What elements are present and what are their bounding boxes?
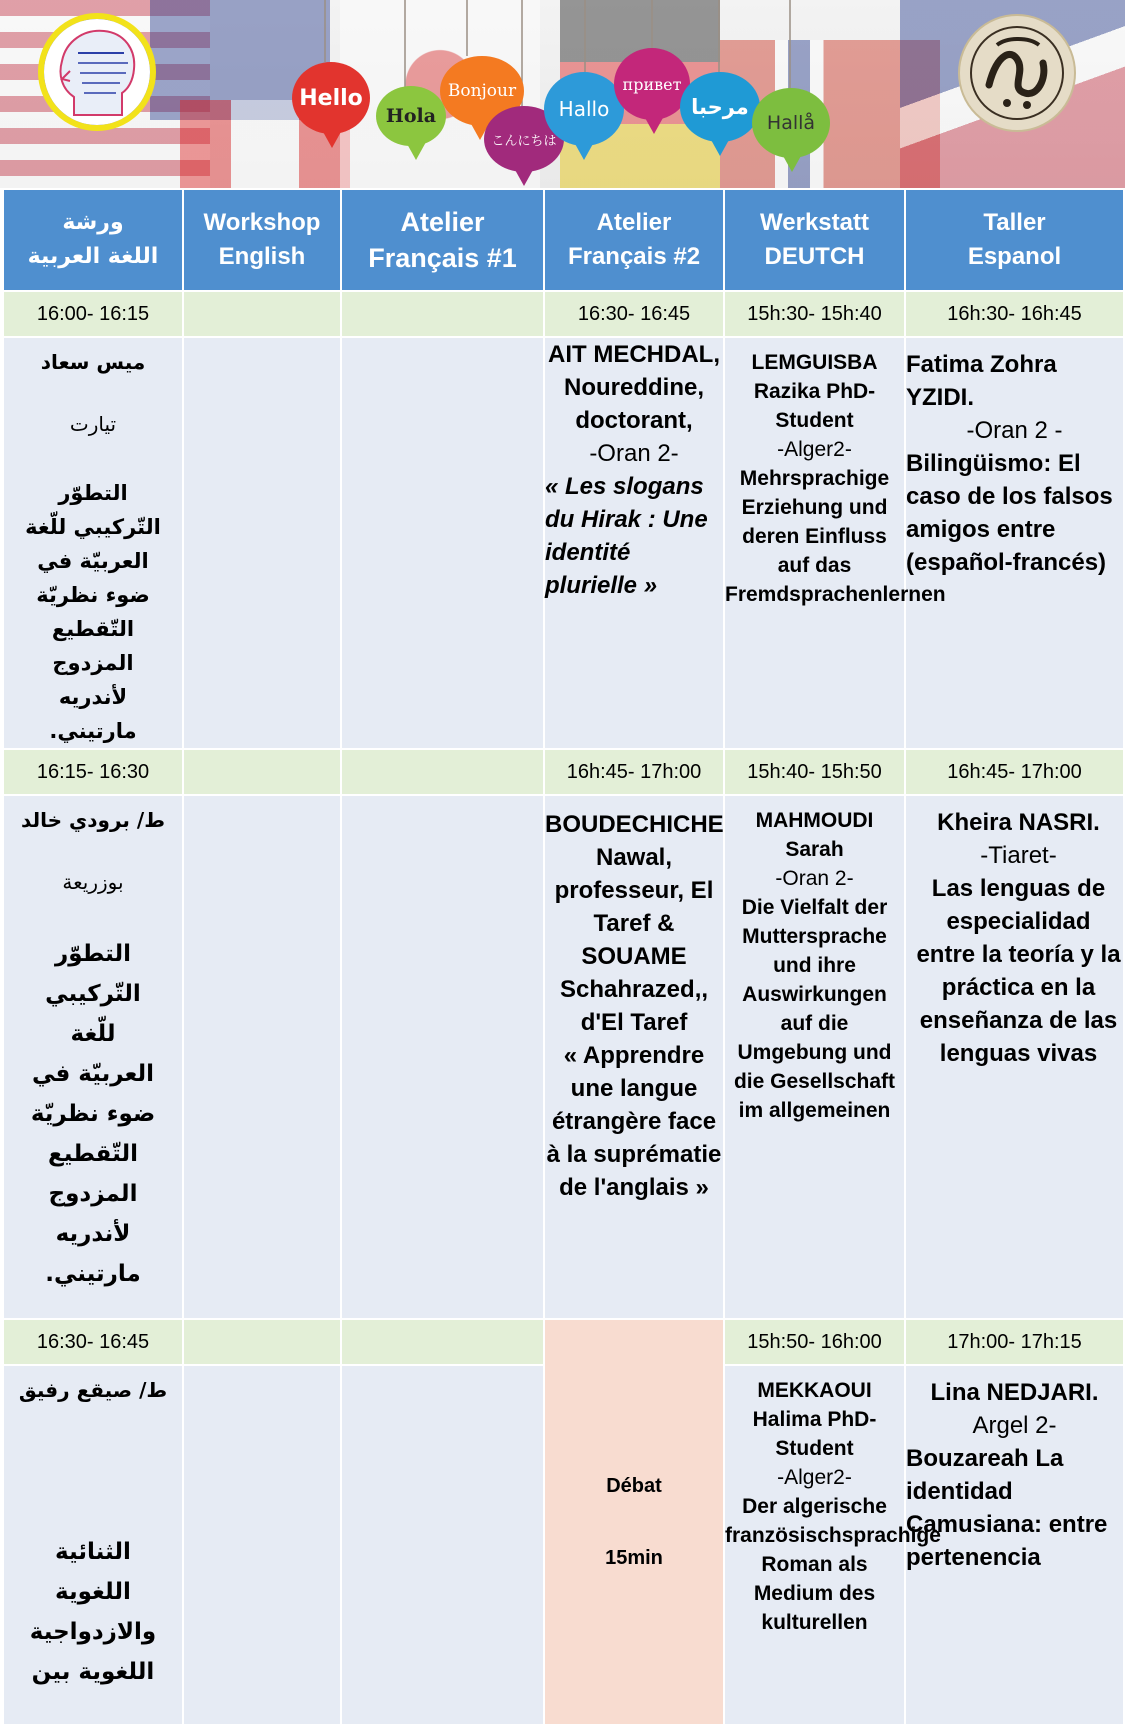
time-cell: 16h:30- 16h:45 — [905, 291, 1124, 337]
debate-block — [544, 1319, 724, 1725]
time-cell: 15h:30- 15h:40 — [724, 291, 905, 337]
time-cell: 16:00- 16:15 — [3, 291, 183, 337]
session-english-empty — [183, 1365, 341, 1725]
speaker-place: -Oran 2- — [589, 440, 679, 467]
speaker-name: AIT MECHDAL, Noureddine, doctorant, — [548, 341, 720, 434]
speaker-name: BOUDECHICHE Nawal, professeur, El Taref & SOUAME Schahrazed,, d'El Taref — [545, 811, 724, 1036]
time-cell: 15h:40- 15h:50 — [724, 749, 905, 795]
speaker-name: Fatima Zohra YZIDI. — [906, 351, 1057, 411]
marhaba-bubble: مرحبا — [680, 72, 760, 142]
hola-bubble: Hola — [376, 86, 446, 146]
speaker-place: -Oran 2- — [775, 867, 854, 890]
time-cell — [183, 1319, 341, 1365]
konnichiwa-bubble: こんにちは — [484, 106, 564, 172]
halla-bubble: Hallå — [752, 88, 830, 158]
calligraphy-seal-icon — [967, 23, 1067, 123]
speaker-name: Kheira NASRI. — [937, 809, 1100, 836]
speaker-place: بوزريعة — [62, 870, 124, 894]
col-header-espanol — [905, 189, 1124, 291]
session-francais1-empty — [341, 1365, 544, 1725]
col-header-line1: Atelier — [596, 209, 672, 236]
time-cell — [183, 749, 341, 795]
talk-title: Las lenguas de especialidad entre la teoría y la práctica en la enseñanza de las lenguas vivas — [916, 875, 1121, 1067]
time-cell: 16:30- 16:45 — [3, 1319, 183, 1365]
hello-bubble: Hello — [292, 62, 370, 134]
talk-title: Die Vielfalt der Muttersprache und ihre Auswirkungen auf die Umgebung und die Gesellschaft im allgemeinen — [733, 896, 896, 1122]
speaker-name: Lina NEDJARI. — [930, 1379, 1099, 1406]
session-deutsch — [724, 1365, 941, 1725]
speaker-name: LEMGUISBA Razika PhD-Student — [751, 351, 878, 432]
brain-head-logo — [38, 13, 156, 131]
time-row — [3, 749, 1124, 795]
col-header-line1: ورشة — [62, 210, 124, 235]
time-cell: 15h:50- 16h:00 — [724, 1319, 905, 1365]
session-espanol — [905, 1365, 1124, 1725]
time-cell — [341, 291, 544, 337]
col-header-line1: Taller — [983, 209, 1046, 236]
speaker-place: -Oran 2 - — [966, 417, 1063, 444]
speaker-place: -Tiaret- — [980, 842, 1057, 869]
time-cell: 16h:45- 17h:00 — [905, 749, 1124, 795]
talk-title: « Les slogans du Hirak : Une identité plurielle » — [545, 473, 708, 599]
university-seal-logo — [958, 14, 1076, 132]
header-banner — [0, 0, 1125, 188]
speaker-place: تيارت — [69, 412, 117, 436]
talk-title: Bouzareah La identidad Camusiana: entre pertenencia — [906, 1445, 1108, 1571]
time-cell — [341, 1319, 544, 1365]
session-row — [3, 795, 1124, 1319]
time-cell: 16:15- 16:30 — [3, 749, 183, 795]
session-arabic — [3, 795, 183, 1319]
workshop-schedule-table — [2, 188, 1125, 1726]
col-header-arabic — [3, 189, 183, 291]
speaker-name: MEKKAOUI Halima PhD-Student — [752, 1379, 877, 1460]
talk-title: التطوّر التّركيبي للّغة العربيّة في ضوء نظريّة التّقطيع المزدوج لأندريه مارتيني. — [30, 941, 156, 1287]
hallo-bubble: Hallo — [544, 72, 624, 146]
time-cell — [341, 749, 544, 795]
col-header-line2: English — [218, 243, 306, 270]
time-cell: 17h:00- 17h:15 — [905, 1319, 1124, 1365]
col-header-english — [183, 189, 341, 291]
session-arabic — [3, 1365, 183, 1725]
session-francais1-empty — [341, 337, 544, 749]
speaker-name: ميس سعاد — [40, 350, 146, 374]
speaker-name: ط/ صيقع رفيق — [18, 1378, 168, 1402]
col-header-line1: Workshop — [203, 209, 321, 236]
session-deutsch — [724, 795, 905, 1319]
col-header-line2: اللغة العربية — [27, 244, 159, 269]
speaker-place: -Alger2- — [777, 438, 852, 461]
col-header-deutsch — [724, 189, 905, 291]
session-francais1-empty — [341, 795, 544, 1319]
talk-title: الثنائية اللغوية والازدواجية اللغوية بين — [29, 1539, 157, 1685]
speaker-name: ط/ برودي خالد — [21, 808, 165, 832]
session-francais2 — [544, 337, 724, 749]
col-header-francais-1 — [341, 189, 544, 291]
col-header-francais-2 — [544, 189, 724, 291]
session-deutsch — [724, 337, 946, 749]
talk-title: Mehrsprachige Erziehung und deren Einfluss auf das Fremdsprachenlernen — [725, 467, 946, 606]
time-row — [3, 291, 1124, 337]
session-english-empty — [183, 337, 341, 749]
col-header-line2: DEUTCH — [764, 243, 865, 270]
col-header-line2: Français #2 — [567, 243, 701, 270]
talk-title: « Apprendre une langue étrangère face à la suprématie de l'anglais » — [546, 1042, 722, 1201]
time-cell — [183, 291, 341, 337]
time-cell: 16:30- 16:45 — [544, 291, 724, 337]
session-espanol — [905, 795, 1124, 1319]
privet-bubble: привет — [614, 48, 690, 120]
session-row — [3, 337, 1124, 749]
col-header-line1: Werkstatt — [760, 209, 869, 236]
col-header-line1: Atelier — [400, 207, 485, 237]
session-arabic — [3, 337, 183, 749]
speaker-name: MAHMOUDI Sarah — [755, 809, 874, 861]
brain-head-icon — [44, 19, 150, 125]
talk-title: التطوّر التّركيبي للّغة العربيّة في ضوء نظريّة التّقطيع المزدوج لأندريه مارتيني. — [25, 481, 161, 743]
debate-duration: 15min — [605, 1547, 663, 1569]
session-english-empty — [183, 795, 341, 1319]
session-espanol — [905, 337, 1124, 749]
session-francais2 — [544, 795, 724, 1319]
speaker-place: -Alger2- — [777, 1466, 852, 1489]
time-cell: 16h:45- 17h:00 — [544, 749, 724, 795]
col-header-line2: Espanol — [967, 243, 1062, 270]
col-header-line2: Français #1 — [368, 243, 517, 273]
talk-title: Der algerische französischsprachige Roman als Medium des kulturellen — [725, 1495, 941, 1634]
time-row — [3, 1319, 1124, 1365]
debate-label: Débat — [606, 1475, 662, 1497]
bonjour-bubble: Bonjour — [440, 56, 524, 126]
talk-title: Bilingüismo: El caso de los falsos amigos entre (español-francés) — [906, 450, 1113, 576]
header-row — [3, 189, 1124, 291]
speaker-place: Argel 2- — [972, 1412, 1057, 1439]
